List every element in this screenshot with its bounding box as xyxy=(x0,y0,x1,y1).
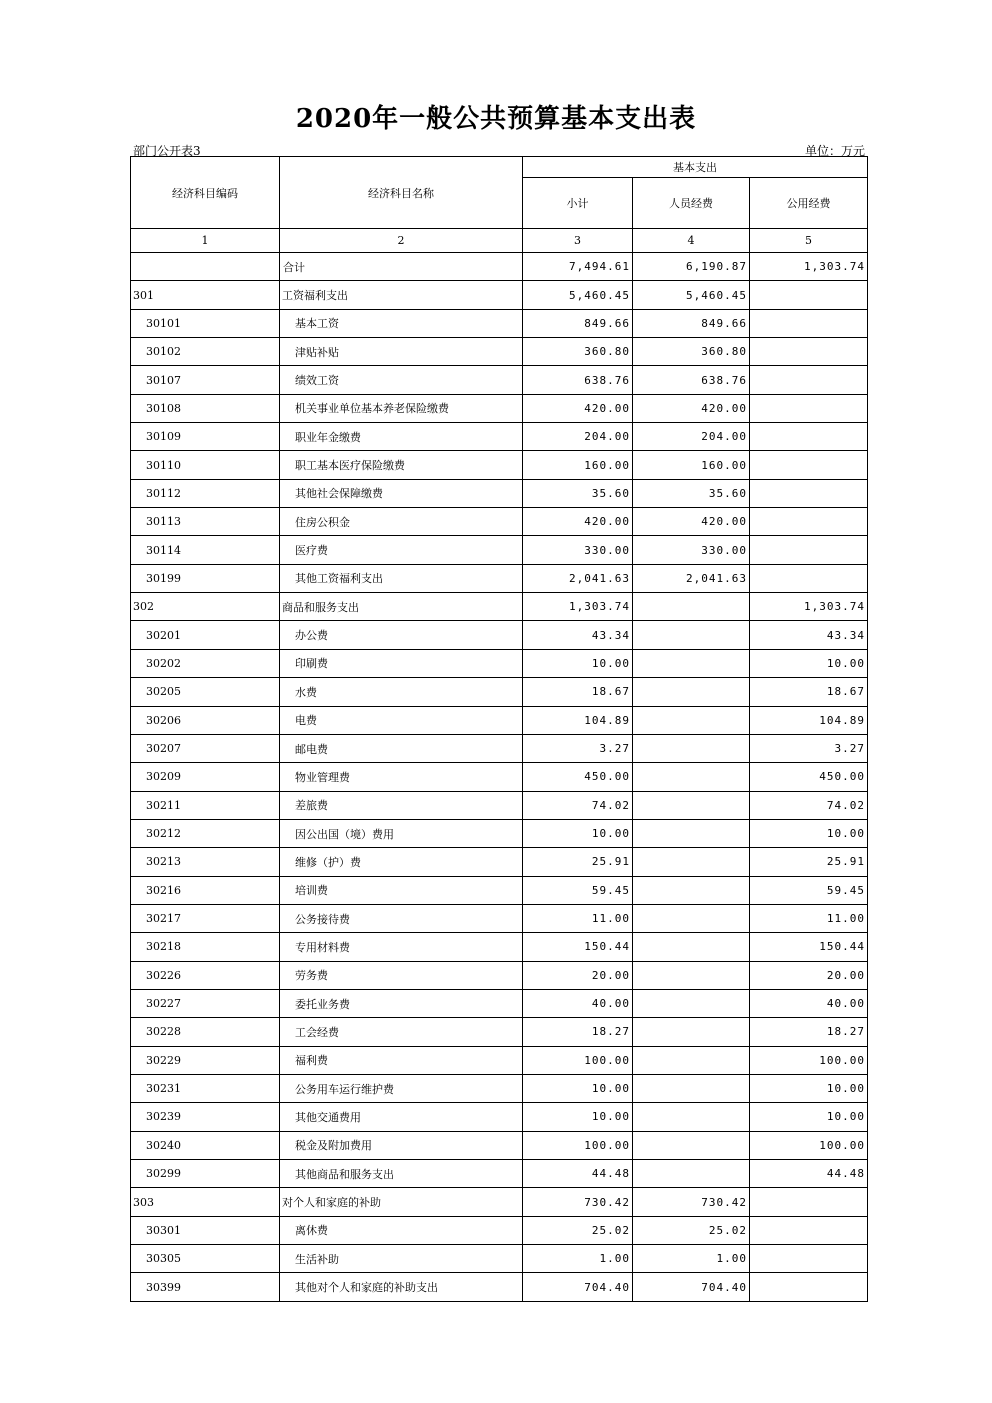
personnel-cell: 420.00 xyxy=(633,508,750,536)
code-cell: 30202 xyxy=(131,649,280,677)
subtotal-cell: 100.00 xyxy=(523,1046,633,1074)
public-cell: 11.00 xyxy=(750,904,868,932)
subtotal-cell: 704.40 xyxy=(523,1273,633,1301)
page-title: 2020年一般公共预算基本支出表 xyxy=(295,104,697,134)
personnel-cell: 849.66 xyxy=(633,309,750,337)
name-cell: 商品和服务支出 xyxy=(280,593,523,621)
subtotal-cell: 204.00 xyxy=(523,423,633,451)
table-row xyxy=(131,1103,868,1131)
name-cell: 职工基本医疗保险缴费 xyxy=(280,451,523,479)
table-row xyxy=(131,1160,868,1188)
subtotal-cell: 360.80 xyxy=(523,338,633,366)
subtotal-cell: 730.42 xyxy=(523,1188,633,1216)
table-row xyxy=(131,933,868,961)
name-cell: 因公出国（境）费用 xyxy=(280,819,523,847)
table-row xyxy=(131,904,868,932)
code-cell: 30114 xyxy=(131,536,280,564)
table-row xyxy=(131,678,868,706)
personnel-cell xyxy=(633,1131,750,1159)
subtotal-cell: 10.00 xyxy=(523,819,633,847)
subtotal-cell: 20.00 xyxy=(523,961,633,989)
name-cell: 印刷费 xyxy=(280,649,523,677)
table-row xyxy=(131,479,868,507)
code-cell: 30201 xyxy=(131,621,280,649)
code-cell: 30228 xyxy=(131,1018,280,1046)
public-cell: 59.45 xyxy=(750,876,868,904)
table-row xyxy=(131,989,868,1017)
subtotal-cell: 5,460.45 xyxy=(523,281,633,309)
public-cell: 40.00 xyxy=(750,989,868,1017)
name-cell: 其他交通费用 xyxy=(280,1103,523,1131)
name-cell: 电费 xyxy=(280,706,523,734)
public-cell xyxy=(750,451,868,479)
code-cell: 301 xyxy=(131,281,280,309)
table-row xyxy=(131,593,868,621)
personnel-cell: 25.02 xyxy=(633,1216,750,1244)
code-cell xyxy=(131,253,280,281)
subtotal-cell: 849.66 xyxy=(523,309,633,337)
code-cell: 30199 xyxy=(131,564,280,592)
personnel-cell xyxy=(633,933,750,961)
public-cell xyxy=(750,309,868,337)
table-row xyxy=(131,876,868,904)
table-row xyxy=(131,706,868,734)
public-cell xyxy=(750,1245,868,1273)
header-index: 5 xyxy=(750,229,868,253)
table-row xyxy=(131,819,868,847)
public-cell xyxy=(750,394,868,422)
subtotal-cell: 25.91 xyxy=(523,848,633,876)
public-cell: 10.00 xyxy=(750,1074,868,1102)
public-cell xyxy=(750,366,868,394)
code-cell: 30399 xyxy=(131,1273,280,1301)
table-row xyxy=(131,734,868,762)
code-cell: 30240 xyxy=(131,1131,280,1159)
public-cell xyxy=(750,536,868,564)
public-cell: 74.02 xyxy=(750,791,868,819)
code-cell: 30216 xyxy=(131,876,280,904)
code-cell: 30209 xyxy=(131,763,280,791)
code-cell: 30239 xyxy=(131,1103,280,1131)
name-cell: 津贴补贴 xyxy=(280,338,523,366)
code-cell: 30207 xyxy=(131,734,280,762)
subtotal-cell: 18.67 xyxy=(523,678,633,706)
name-cell: 公务用车运行维护费 xyxy=(280,1074,523,1102)
code-cell: 30217 xyxy=(131,904,280,932)
public-cell: 43.34 xyxy=(750,621,868,649)
table-row xyxy=(131,394,868,422)
personnel-cell: 35.60 xyxy=(633,479,750,507)
table-row xyxy=(131,621,868,649)
table-row xyxy=(131,1046,868,1074)
personnel-cell: 420.00 xyxy=(633,394,750,422)
subtotal-cell: 25.02 xyxy=(523,1216,633,1244)
code-cell: 30211 xyxy=(131,791,280,819)
name-cell: 住房公积金 xyxy=(280,508,523,536)
personnel-cell: 5,460.45 xyxy=(633,281,750,309)
name-cell: 水费 xyxy=(280,678,523,706)
table-row xyxy=(131,649,868,677)
table-row xyxy=(131,536,868,564)
code-cell: 30227 xyxy=(131,989,280,1017)
personnel-cell xyxy=(633,1046,750,1074)
personnel-cell: 2,041.63 xyxy=(633,564,750,592)
subtotal-cell: 35.60 xyxy=(523,479,633,507)
code-cell: 30301 xyxy=(131,1216,280,1244)
public-cell xyxy=(750,479,868,507)
name-cell: 物业管理费 xyxy=(280,763,523,791)
code-cell: 30108 xyxy=(131,394,280,422)
code-cell: 30205 xyxy=(131,678,280,706)
subtotal-cell: 7,494.61 xyxy=(523,253,633,281)
table-row xyxy=(131,366,868,394)
table-row xyxy=(131,1018,868,1046)
subtotal-cell: 638.76 xyxy=(523,366,633,394)
code-cell: 30112 xyxy=(131,479,280,507)
subtotal-cell: 44.48 xyxy=(523,1160,633,1188)
public-cell xyxy=(750,508,868,536)
subtotal-cell: 40.00 xyxy=(523,989,633,1017)
public-cell: 18.67 xyxy=(750,678,868,706)
header-index: 4 xyxy=(633,229,750,253)
name-cell: 绩效工资 xyxy=(280,366,523,394)
subtotal-cell: 74.02 xyxy=(523,791,633,819)
subtotal-cell: 3.27 xyxy=(523,734,633,762)
subtotal-cell: 100.00 xyxy=(523,1131,633,1159)
subtotal-cell: 160.00 xyxy=(523,451,633,479)
code-cell: 30110 xyxy=(131,451,280,479)
table-row xyxy=(131,1131,868,1159)
public-cell: 44.48 xyxy=(750,1160,868,1188)
personnel-cell xyxy=(633,904,750,932)
personnel-cell xyxy=(633,678,750,706)
public-cell xyxy=(750,564,868,592)
personnel-cell xyxy=(633,649,750,677)
personnel-cell: 704.40 xyxy=(633,1273,750,1301)
code-cell: 30299 xyxy=(131,1160,280,1188)
public-cell: 10.00 xyxy=(750,649,868,677)
personnel-cell: 638.76 xyxy=(633,366,750,394)
personnel-cell xyxy=(633,734,750,762)
table-row xyxy=(131,763,868,791)
header-index: 1 xyxy=(131,229,280,253)
code-cell: 30101 xyxy=(131,309,280,337)
form-label: 部门公开表3 xyxy=(133,144,201,158)
name-cell: 专用材料费 xyxy=(280,933,523,961)
personnel-cell xyxy=(633,763,750,791)
subtotal-cell: 1.00 xyxy=(523,1245,633,1273)
personnel-cell xyxy=(633,1018,750,1046)
name-cell: 生活补助 xyxy=(280,1245,523,1273)
personnel-cell: 730.42 xyxy=(633,1188,750,1216)
name-cell: 其他商品和服务支出 xyxy=(280,1160,523,1188)
personnel-cell xyxy=(633,593,750,621)
subtotal-cell: 330.00 xyxy=(523,536,633,564)
code-cell: 30218 xyxy=(131,933,280,961)
table-row xyxy=(131,791,868,819)
budget-table xyxy=(130,156,868,1302)
name-cell: 对个人和家庭的补助 xyxy=(280,1188,523,1216)
name-cell: 合计 xyxy=(280,253,523,281)
name-cell: 其他对个人和家庭的补助支出 xyxy=(280,1273,523,1301)
public-cell xyxy=(750,1216,868,1244)
subtotal-cell: 10.00 xyxy=(523,1074,633,1102)
public-cell: 10.00 xyxy=(750,819,868,847)
code-cell: 30213 xyxy=(131,848,280,876)
name-cell: 机关事业单位基本养老保险缴费 xyxy=(280,394,523,422)
subtotal-cell: 150.44 xyxy=(523,933,633,961)
subtotal-cell: 420.00 xyxy=(523,394,633,422)
name-cell: 福利费 xyxy=(280,1046,523,1074)
name-cell: 培训费 xyxy=(280,876,523,904)
subtotal-cell: 59.45 xyxy=(523,876,633,904)
personnel-cell xyxy=(633,621,750,649)
public-cell: 20.00 xyxy=(750,961,868,989)
subtotal-cell: 420.00 xyxy=(523,508,633,536)
personnel-cell xyxy=(633,1103,750,1131)
header-index: 2 xyxy=(280,229,523,253)
table-row xyxy=(131,564,868,592)
code-cell: 302 xyxy=(131,593,280,621)
name-cell: 其他工资福利支出 xyxy=(280,564,523,592)
public-cell: 104.89 xyxy=(750,706,868,734)
header-name: 经济科目名称 xyxy=(280,157,523,229)
public-cell: 100.00 xyxy=(750,1046,868,1074)
header-public: 公用经费 xyxy=(750,178,868,229)
personnel-cell: 160.00 xyxy=(633,451,750,479)
name-cell: 税金及附加费用 xyxy=(280,1131,523,1159)
personnel-cell xyxy=(633,1074,750,1102)
code-cell: 303 xyxy=(131,1188,280,1216)
table-row xyxy=(131,848,868,876)
public-cell: 18.27 xyxy=(750,1018,868,1046)
code-cell: 30102 xyxy=(131,338,280,366)
public-cell: 100.00 xyxy=(750,1131,868,1159)
table-header xyxy=(131,157,868,253)
name-cell: 办公费 xyxy=(280,621,523,649)
name-cell: 委托业务费 xyxy=(280,989,523,1017)
personnel-cell: 330.00 xyxy=(633,536,750,564)
table-row xyxy=(131,451,868,479)
public-cell: 10.00 xyxy=(750,1103,868,1131)
personnel-cell xyxy=(633,848,750,876)
name-cell: 基本工资 xyxy=(280,309,523,337)
code-cell: 30113 xyxy=(131,508,280,536)
code-cell: 30212 xyxy=(131,819,280,847)
name-cell: 公务接待费 xyxy=(280,904,523,932)
public-cell xyxy=(750,1188,868,1216)
personnel-cell xyxy=(633,819,750,847)
subtotal-cell: 10.00 xyxy=(523,649,633,677)
personnel-cell xyxy=(633,989,750,1017)
name-cell: 工会经费 xyxy=(280,1018,523,1046)
name-cell: 维修（护）费 xyxy=(280,848,523,876)
subtotal-cell: 2,041.63 xyxy=(523,564,633,592)
name-cell: 差旅费 xyxy=(280,791,523,819)
code-cell: 30231 xyxy=(131,1074,280,1102)
personnel-cell: 204.00 xyxy=(633,423,750,451)
table-row xyxy=(131,1216,868,1244)
code-cell: 30305 xyxy=(131,1245,280,1273)
table-row xyxy=(131,1245,868,1273)
table-row xyxy=(131,281,868,309)
name-cell: 工资福利支出 xyxy=(280,281,523,309)
header-index: 3 xyxy=(523,229,633,253)
code-cell: 30109 xyxy=(131,423,280,451)
name-cell: 医疗费 xyxy=(280,536,523,564)
public-cell xyxy=(750,1273,868,1301)
table-row xyxy=(131,508,868,536)
public-cell: 1,303.74 xyxy=(750,253,868,281)
code-cell: 30229 xyxy=(131,1046,280,1074)
personnel-cell xyxy=(633,961,750,989)
code-cell: 30226 xyxy=(131,961,280,989)
public-cell xyxy=(750,423,868,451)
table-row xyxy=(131,423,868,451)
table-row xyxy=(131,1188,868,1216)
personnel-cell xyxy=(633,791,750,819)
personnel-cell: 1.00 xyxy=(633,1245,750,1273)
table-row xyxy=(131,338,868,366)
public-cell: 25.91 xyxy=(750,848,868,876)
public-cell xyxy=(750,281,868,309)
header-code: 经济科目编码 xyxy=(131,157,280,229)
personnel-cell: 360.80 xyxy=(633,338,750,366)
name-cell: 劳务费 xyxy=(280,961,523,989)
name-cell: 其他社会保障缴费 xyxy=(280,479,523,507)
public-cell: 3.27 xyxy=(750,734,868,762)
personnel-cell xyxy=(633,876,750,904)
subtotal-cell: 11.00 xyxy=(523,904,633,932)
header-group: 基本支出 xyxy=(523,157,868,178)
subtotal-cell: 450.00 xyxy=(523,763,633,791)
name-cell: 邮电费 xyxy=(280,734,523,762)
subtotal-cell: 104.89 xyxy=(523,706,633,734)
personnel-cell: 6,190.87 xyxy=(633,253,750,281)
name-cell: 离休费 xyxy=(280,1216,523,1244)
subtotal-cell: 1,303.74 xyxy=(523,593,633,621)
subtotal-cell: 18.27 xyxy=(523,1018,633,1046)
public-cell: 450.00 xyxy=(750,763,868,791)
public-cell xyxy=(750,338,868,366)
personnel-cell xyxy=(633,706,750,734)
table-row xyxy=(131,961,868,989)
unit-label: 单位：万元 xyxy=(804,144,865,158)
table-row xyxy=(131,309,868,337)
table-row xyxy=(131,1273,868,1301)
subtotal-cell: 43.34 xyxy=(523,621,633,649)
public-cell: 1,303.74 xyxy=(750,593,868,621)
code-cell: 30206 xyxy=(131,706,280,734)
name-cell: 职业年金缴费 xyxy=(280,423,523,451)
table-body xyxy=(131,253,868,1302)
table-row xyxy=(131,1074,868,1102)
subtotal-cell: 10.00 xyxy=(523,1103,633,1131)
personnel-cell xyxy=(633,1160,750,1188)
code-cell: 30107 xyxy=(131,366,280,394)
table-row xyxy=(131,253,868,281)
header-personnel: 人员经费 xyxy=(633,178,750,229)
public-cell: 150.44 xyxy=(750,933,868,961)
header-subtotal: 小计 xyxy=(523,178,633,229)
